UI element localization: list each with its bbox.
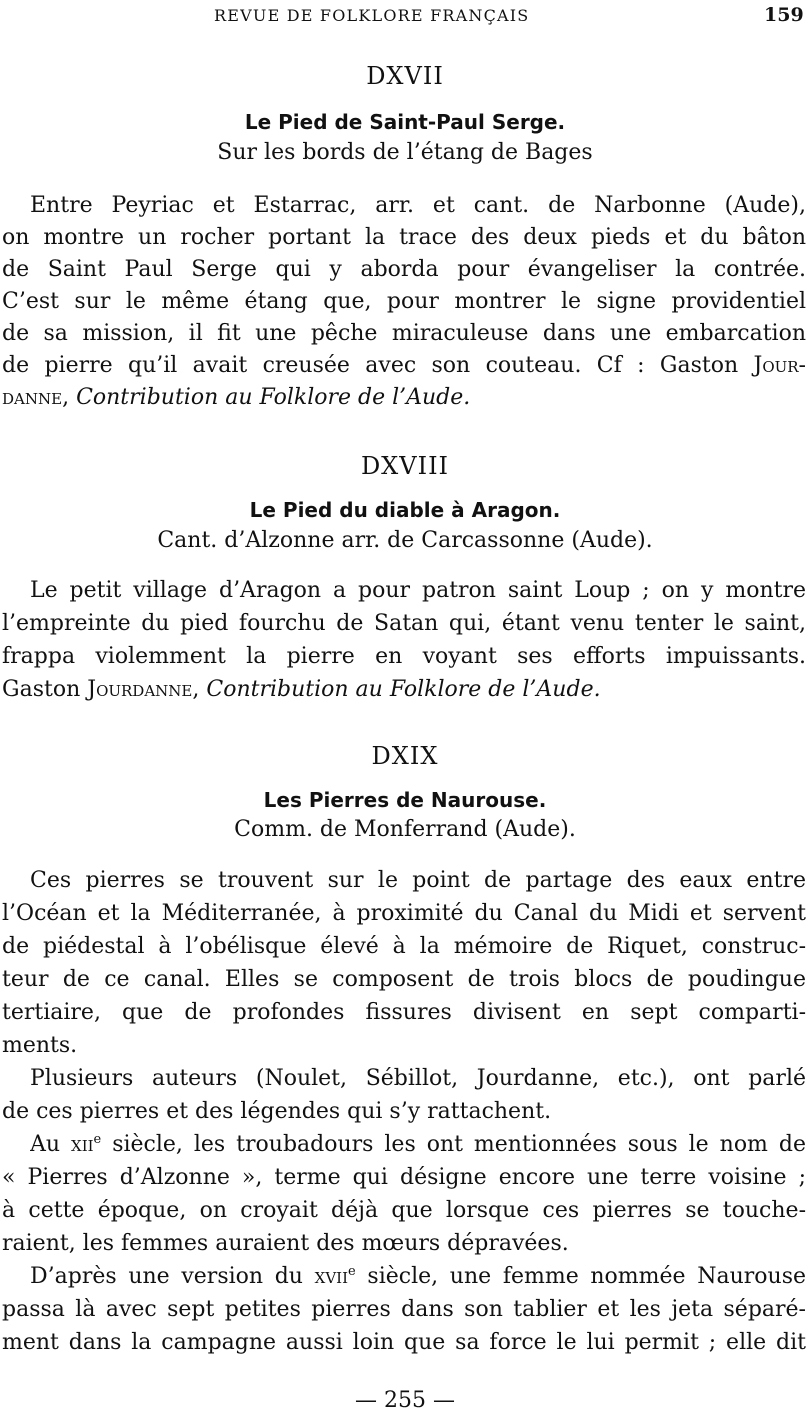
page-number: — 255 —: [355, 1388, 455, 1413]
text-line: Plusieurs auteurs (Noulet, Sébillot, Jourdanne, etc.), ont parlé: [30, 1066, 806, 1091]
text-fragment: siècle, les troubadours les ont mentionnées sous le nom de: [112, 1132, 806, 1157]
section-location: Cant. d’Alzonne arr. de Carcassonne (Aude).: [157, 528, 653, 553]
text-line: ments.: [2, 1033, 78, 1058]
text-line: Ces pierres se trouvent sur le point de partage des eaux entre: [30, 868, 806, 893]
text-line: C’est sur le même étang que, pour montrer le signe providentiel: [2, 289, 806, 314]
text-line: « Pierres d’Alzonne », terme qui désigne encore une terre voisine ;: [2, 1165, 806, 1190]
text-line: de piédestal à l’obélisque élevé à la mémoire de Riquet, construc-: [2, 934, 806, 959]
section-numeral: DXVII: [366, 62, 444, 90]
text-line: à cette époque, on croyait déjà que lorsque ces pierres se touche-: [2, 1198, 806, 1223]
running-head: [0, 4, 810, 28]
text-line: [2, 353, 806, 378]
section-title: Le Pied du diable à Aragon.: [249, 498, 561, 522]
text-line: Le petit village d’Aragon a pour patron saint Loup ; on y montre: [30, 578, 806, 603]
section-title: Le Pied de Saint-Paul Serge.: [244, 110, 566, 134]
text-line: [30, 1264, 806, 1289]
text-line: [30, 1132, 806, 1157]
author-name: danne: [2, 385, 63, 410]
cited-work: Contribution au Folklore de l’Aude.: [206, 677, 601, 702]
text-line: danne, Contribution au Folklore de l’Aude.: [2, 385, 471, 410]
superscript: e: [348, 1264, 356, 1279]
text-fragment: Au: [30, 1132, 61, 1157]
century-numeral: xvii: [314, 1264, 349, 1289]
text-fragment: de pierre qu’il avait creusée avec son couteau. Cf : Gaston: [2, 353, 739, 378]
text-line: ment dans la campagne aussi loin que sa force le lui permit ; elle dit: [2, 1330, 806, 1355]
text-line: l’empreinte du pied fourchu de Satan qui, étant venu tenter le saint,: [2, 611, 806, 636]
section-numeral: DXVIII: [360, 452, 450, 480]
text-line: raient, les femmes auraient des mœurs dépravées.: [2, 1231, 569, 1256]
text-fragment: Gaston: [2, 677, 81, 702]
superscript: e: [93, 1132, 102, 1147]
section-location: Comm. de Monferrand (Aude).: [234, 817, 576, 842]
century-numeral: xii: [71, 1132, 94, 1157]
text-line: frappa violemment la pierre en voyant ses efforts impuissants.: [2, 644, 806, 669]
text-line: tertiaire, que de profondes fissures divisent en sept comparti-: [2, 1000, 806, 1025]
cited-work: Contribution au Folklore de l’Aude.: [76, 385, 471, 410]
text-line: de ces pierres et des légendes qui s’y rattachent.: [2, 1099, 552, 1124]
folio-number: 159: [764, 4, 804, 26]
text-fragment: D’après une version du: [30, 1264, 303, 1289]
text-line: on montre un rocher portant la trace des deux pieds et du bâton: [2, 225, 806, 250]
text-line: teur de ce canal. Elles se composent de trois blocs de poudingue: [2, 967, 806, 992]
text-line: passa là avec sept petites pierres dans son tablier et les jeta séparé-: [2, 1297, 806, 1322]
running-title: REVUE DE FOLKLORE FRANÇAIS: [214, 6, 530, 25]
author-name: Jourdanne,: [87, 677, 200, 702]
text-line: de Saint Paul Serge qui y aborda pour évangeliser la contrée.: [2, 257, 806, 282]
section-location: Sur les bords de l’étang de Bages: [217, 140, 593, 165]
section-title: Les Pierres de Naurouse.: [263, 788, 547, 812]
author-name: Jour-: [753, 353, 806, 378]
text-line: l’Océan et la Méditerranée, à proximité du Canal du Midi et servent: [2, 901, 806, 926]
text-line: [2, 677, 806, 702]
section-numeral: DXIX: [371, 742, 439, 770]
text-line: de sa mission, il fit une pêche miraculeuse dans une embarcation: [2, 321, 806, 346]
text-line: Entre Peyriac et Estarrac, arr. et cant. de Narbonne (Aude),: [30, 193, 806, 218]
text-fragment: siècle, une femme nommée Naurouse: [367, 1264, 806, 1289]
